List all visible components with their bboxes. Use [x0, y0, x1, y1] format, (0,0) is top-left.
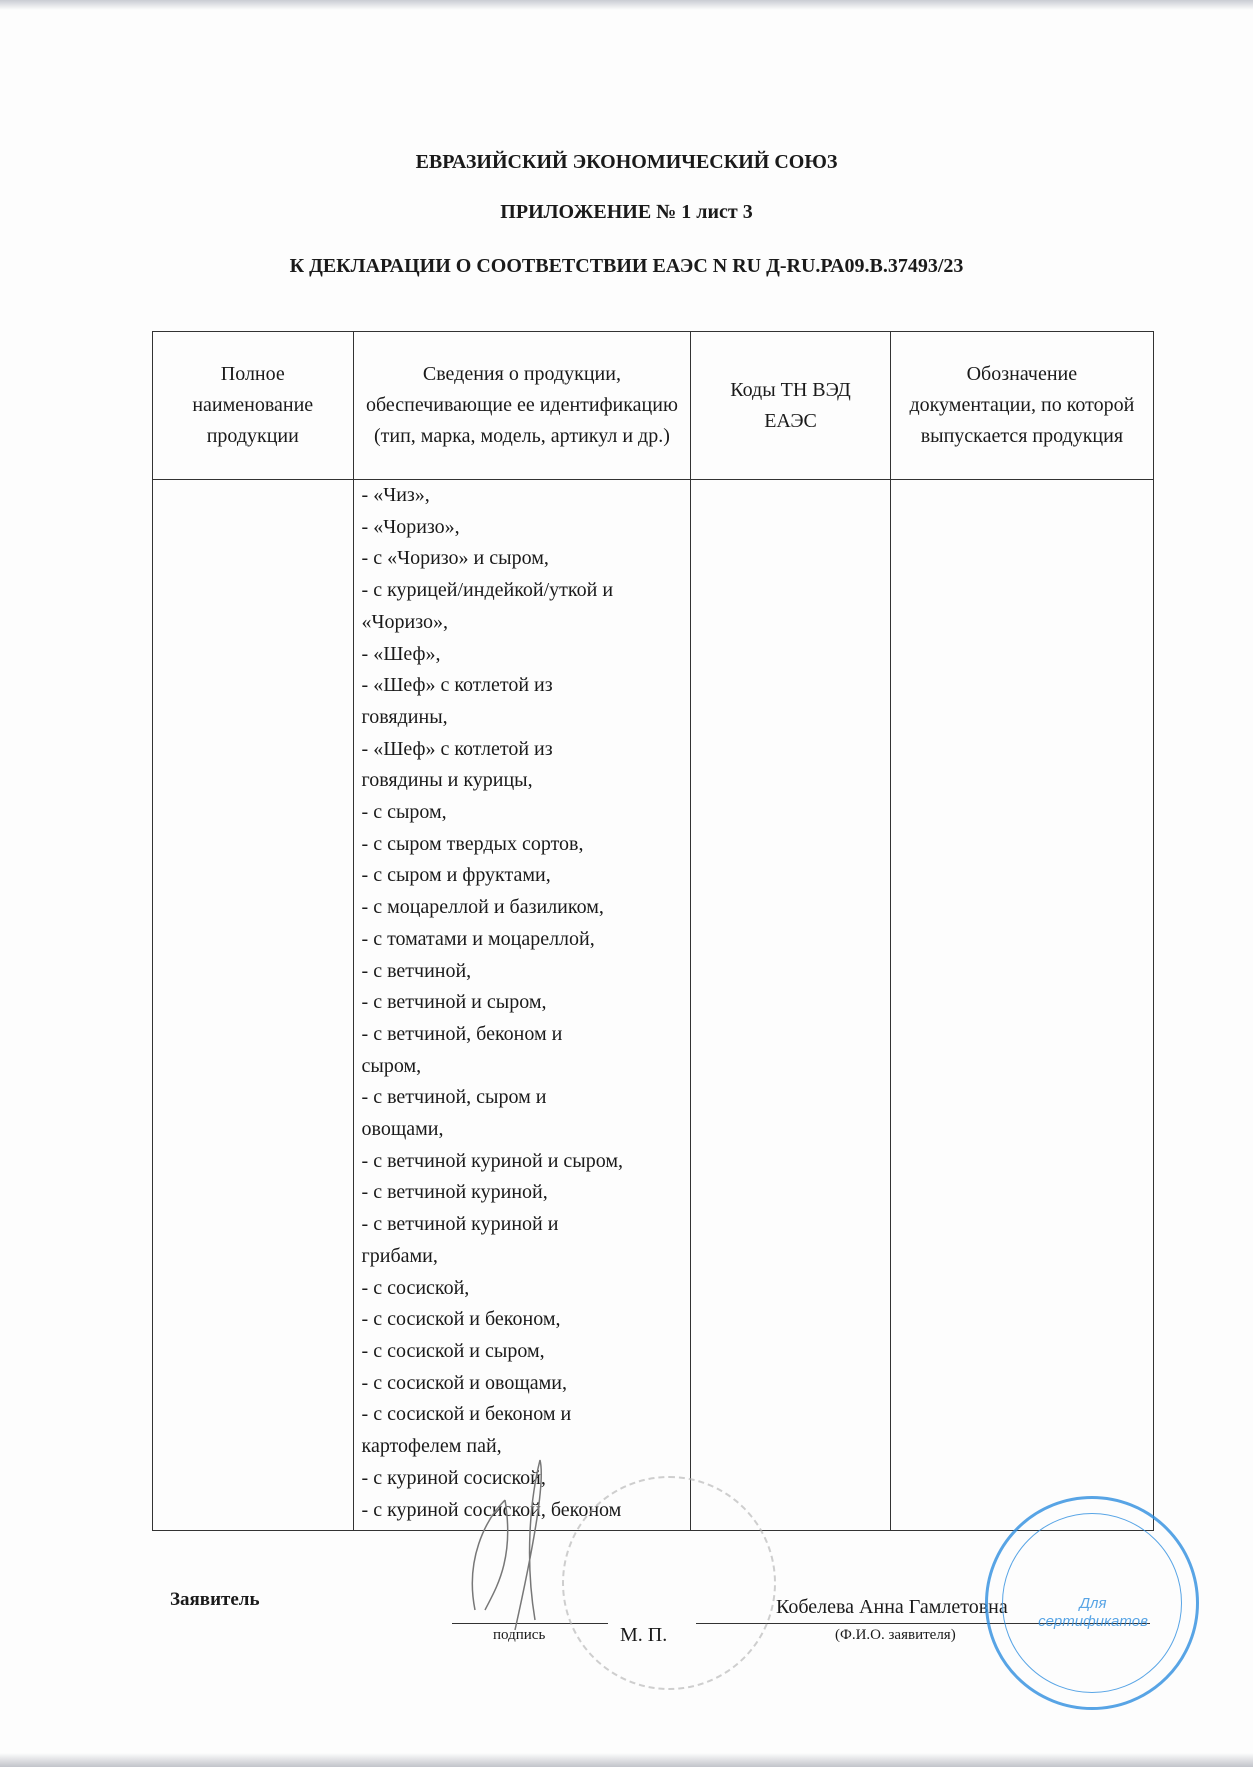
scan-edge-top: [0, 0, 1253, 10]
product-variant-line: - с сыром и фруктами,: [361, 864, 551, 887]
product-variant-line: картофелем пай,: [361, 1435, 502, 1458]
name-caption: (Ф.И.О. заявителя): [835, 1627, 956, 1643]
product-variant-line: - с ветчиной,: [361, 959, 472, 982]
product-variant-line: - с сыром,: [361, 801, 447, 824]
product-variant-line: - с ветчиной, беконом и: [361, 1022, 563, 1045]
product-variant-line: - с ветчиной, сыром и: [361, 1086, 547, 1109]
signature-caption: подпись: [493, 1627, 546, 1643]
product-variant-line: - с куриной сосиской, беконом: [361, 1498, 622, 1521]
union-title: ЕВРАЗИЙСКИЙ ЭКОНОМИЧЕСКИЙ СОЮЗ: [415, 151, 838, 173]
appendix-title: ПРИЛОЖЕНИЕ № 1 лист 3: [500, 201, 753, 223]
product-variant-line: - с томатами и моцареллой,: [361, 927, 595, 950]
product-variant-line: - «Шеф» с котлетой из: [361, 674, 553, 697]
product-variant-line: грибами,: [361, 1244, 438, 1267]
product-variant-line: - «Чоризо»,: [361, 515, 460, 538]
product-variant-line: говядины и курицы,: [361, 769, 533, 792]
product-variant-line: - с сыром твердых сортов,: [361, 832, 584, 855]
product-variant-line: - с сосиской и беконом и: [361, 1403, 572, 1426]
table-header-row: [153, 332, 1154, 480]
product-variant-line: говядины,: [361, 705, 448, 728]
seal-caption: М. П.: [620, 1624, 668, 1646]
product-variant-line: «Чоризо»,: [361, 610, 449, 633]
product-variant-line: - с куриной сосиской,: [361, 1466, 546, 1489]
product-variant-line: - с сосиской и овощами,: [361, 1371, 567, 1394]
product-variant-line: сыром,: [361, 1054, 422, 1077]
cell-hs-codes: [691, 480, 890, 1531]
table-row: [153, 480, 1154, 1531]
product-variant-line: - с сосиской и беконом,: [361, 1308, 561, 1331]
products-table: [152, 331, 1154, 1531]
cell-documentation: [890, 480, 1153, 1531]
declaration-title: К ДЕКЛАРАЦИИ О СООТВЕТСТВИИ ЕАЭС N RU Д-RU.РА09.В.37493/23: [289, 255, 964, 277]
product-variant-line: - с курицей/индейкой/уткой и: [361, 579, 614, 602]
product-variant-line: - с «Чоризо» и сыром,: [361, 547, 549, 570]
column-header-hs-codes: Коды ТН ВЭД ЕАЭС: [691, 332, 890, 480]
product-variant-line: - с ветчиной и сыром,: [361, 991, 547, 1014]
signature-mark: [445, 1440, 575, 1640]
product-variant-line: - «Шеф» с котлетой из: [361, 737, 553, 760]
applicant-label: Заявитель: [170, 1589, 260, 1610]
blue-stamp: [985, 1496, 1199, 1710]
blue-stamp-text: Для сертификатов: [1038, 1595, 1148, 1630]
product-variant-line: - с моцареллой и базиликом,: [361, 896, 604, 919]
product-variant-line: - с ветчиной куриной,: [361, 1181, 548, 1204]
product-variant-line: овощами,: [361, 1118, 444, 1141]
applicant-name: Кобелева Анна Гамлетовна: [776, 1596, 1008, 1618]
company-stamp: [562, 1476, 776, 1690]
product-variant-line: - с сосиской,: [361, 1276, 470, 1299]
column-header-product-name: Полное наименование продукции: [153, 332, 354, 480]
cell-product-name: [153, 480, 354, 1531]
product-variant-line: - с ветчиной куриной и сыром,: [361, 1149, 624, 1172]
product-variant-line: - «Шеф»,: [361, 642, 441, 665]
cell-product-info: [353, 480, 691, 1531]
product-variant-line: - «Чиз»,: [361, 484, 430, 506]
column-header-documentation: Обозначение документации, по которой выпускается продукция: [890, 332, 1153, 480]
product-variant-line: - с ветчиной куриной и: [361, 1213, 559, 1236]
column-header-product-info: Сведения о продукции, обеспечивающие ее идентификацию (тип, марка, модель, артикул и др.): [353, 332, 691, 480]
product-variant-line: - с сосиской и сыром,: [361, 1339, 545, 1362]
scan-edge-bottom: [0, 1753, 1253, 1767]
